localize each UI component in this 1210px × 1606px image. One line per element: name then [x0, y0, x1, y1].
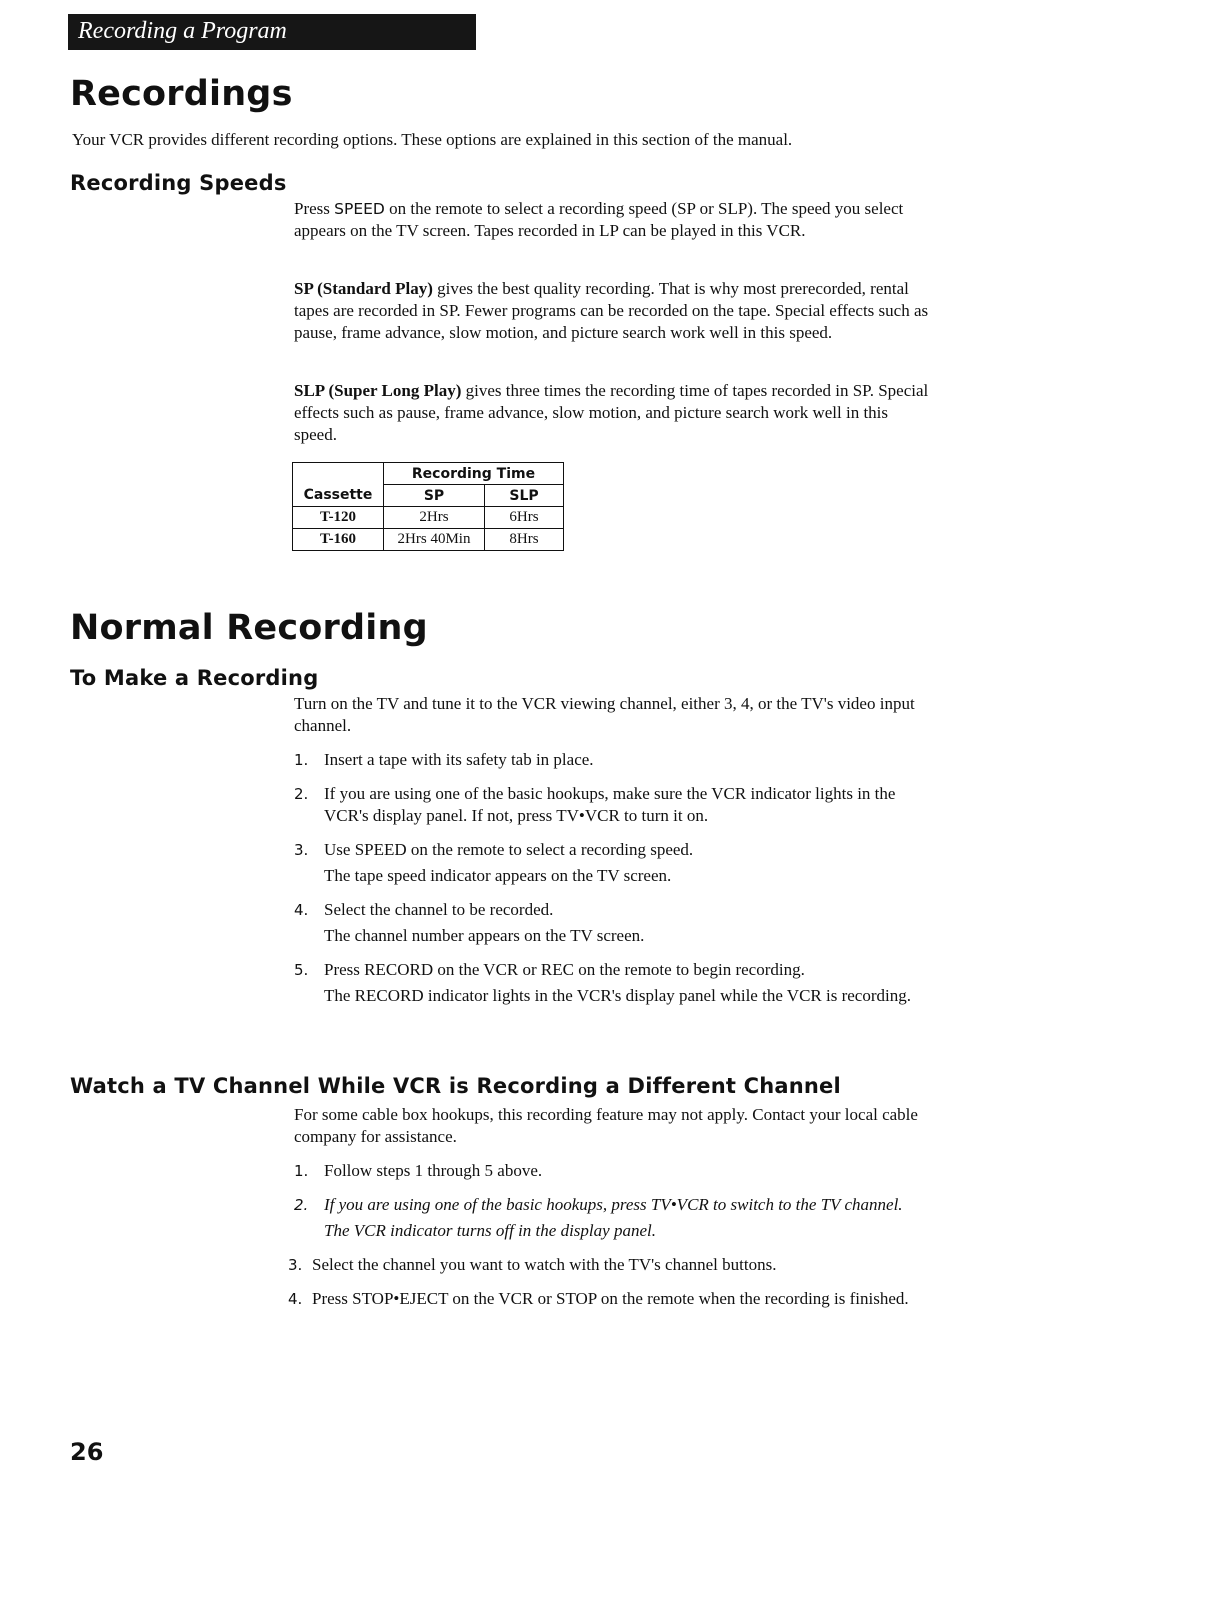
make-recording-title: To Make a Recording [70, 666, 319, 690]
list-item: 1. Insert a tape with its safety tab in place. [294, 750, 594, 769]
slp-description: gives three times the recording time of tapes recorded in SP. Special effects such as pause, frame advance, slow motion, and picture search work well in this speed. [294, 381, 929, 444]
speeds-p1-start: Press [294, 199, 335, 218]
watch-channel-steps [288, 1160, 934, 1310]
recordings-title: Recordings [70, 74, 293, 114]
sp-cell: 2Hrs 40Min [384, 529, 485, 551]
list-item: 3. Use SPEED on the remote to select a recording speed. The tape speed indicator appears on the TV screen. [294, 840, 694, 885]
speed-key-label: SPEED [334, 200, 385, 218]
list-item: 5. Press RECORD on the VCR or REC on the remote to begin recording. The RECORD indicator lights in the VCR's display panel while the VCR is recording. [294, 960, 911, 1005]
list-item: 1. Follow steps 1 through 5 above. [294, 1161, 543, 1180]
slp-label: SLP (Super Long Play) [294, 381, 462, 400]
watch-channel-title: Watch a TV Channel While VCR is Recording a Different Channel [70, 1074, 841, 1098]
slp-paragraph [294, 380, 934, 446]
make-recording-steps [294, 749, 934, 1007]
speeds-p1-end: on the remote to select a recording speed (SP or SLP). The speed you select appears on the TV screen. Tapes recorded in LP can be played in this VCR. [294, 199, 904, 240]
list-item: 4. Press STOP•EJECT on the VCR or STOP on the remote when the recording is finished. [288, 1289, 909, 1308]
sp-description: gives the best quality recording. That is why most prerecorded, rental tapes are recorded in SP. Fewer programs can be recorded on the tape. Special effects such as pause, frame advance, slow motion, and picture search work well in this speed. [294, 279, 929, 342]
recording-speeds-title: Recording Speeds [70, 171, 287, 195]
page-number: 26 [70, 1438, 104, 1466]
table-row [293, 507, 564, 529]
sp-paragraph [294, 278, 934, 344]
section-header-label: Recording a Program [78, 18, 287, 44]
make-recording-intro: Turn on the TV and tune it to the VCR viewing channel, either 3, 4, or the TV's video input channel. [294, 694, 915, 735]
table-group-header: Recording Time [384, 463, 564, 485]
sp-label: SP (Standard Play) [294, 279, 433, 298]
list-item: 2. If you are using one of the basic hookups, press TV•VCR to switch to the TV channel. The VCR indicator turns off in the display panel. [294, 1195, 903, 1240]
normal-recording-title: Normal Recording [70, 608, 428, 648]
speeds-paragraph-1 [294, 198, 934, 242]
watch-channel-intro: For some cable box hookups, this recording feature may not apply. Contact your local cable company for assistance. [294, 1105, 918, 1146]
sp-cell: 2Hrs [384, 507, 485, 529]
table-header-slp: SLP [485, 485, 564, 507]
recording-time-table [292, 462, 564, 551]
slp-cell: 8Hrs [485, 529, 564, 551]
cassette-cell: T-160 [293, 529, 384, 551]
cassette-cell: T-120 [293, 507, 384, 529]
list-item: 4. Select the channel to be recorded. The channel number appears on the TV screen. [294, 900, 645, 945]
section-header-tab [68, 14, 476, 50]
list-item: 3. Select the channel you want to watch with the TV's channel buttons. [288, 1255, 777, 1274]
list-item: 2. If you are using one of the basic hookups, make sure the VCR indicator lights in the VCR's display panel. If not, press TV•VCR to turn it on. [294, 784, 896, 825]
table-header-sp: SP [384, 485, 485, 507]
recordings-intro: Your VCR provides different recording options. These options are explained in this section of the manual. [72, 130, 793, 149]
table-header-cassette: Cassette [293, 485, 384, 507]
table-row [293, 529, 564, 551]
slp-cell: 6Hrs [485, 507, 564, 529]
